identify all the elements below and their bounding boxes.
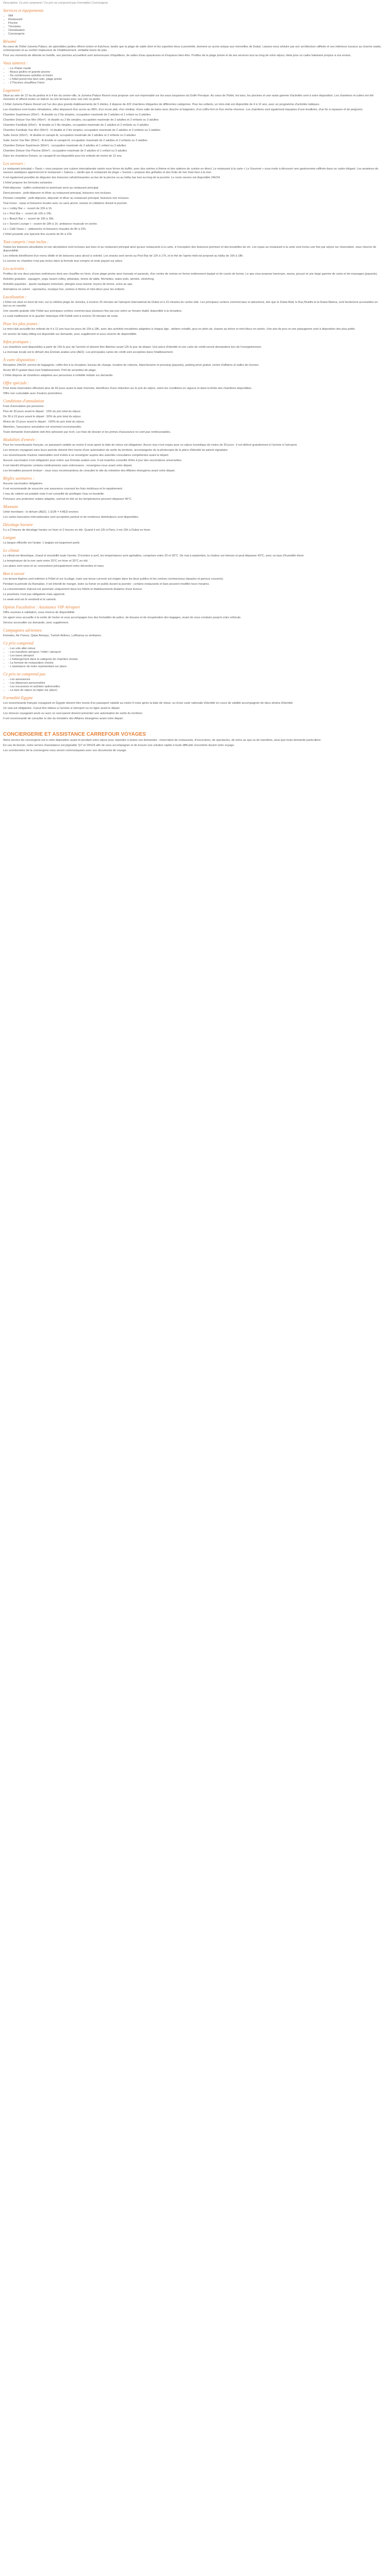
- section-title: Modalités d'entrée :: [3, 437, 37, 442]
- list-item: • - La chaise royale: [8, 67, 382, 71]
- section-list: [3, 14, 382, 36]
- section-title: Vous aimerez :: [3, 61, 28, 65]
- paragraph: Chambre Familiale Vue Mer (55m²) : lit double et 2 lits simples, occupation maximale de 2 adultes et 2 enfants ou 3 adultes: [3, 129, 160, 132]
- section: [3, 731, 382, 753]
- section-title: Résumé: [3, 39, 17, 44]
- paragraph: Il est interdit d'importer certains médicaments sans ordonnance ; renseignez-vous avant votre départ.: [3, 464, 133, 467]
- list-item: • - Les assurances: [8, 678, 382, 682]
- list-item: • - La formule de restauration choisie: [8, 662, 382, 665]
- paragraph: Chambre Deluxe Supérieure (50m²) : occupation maximale de 2 adultes et 1 enfant ou 3 adultes: [3, 144, 126, 147]
- paragraph: Le service en chambre n'est pas inclus dans la formule tout compris et reste payant sur place.: [3, 260, 123, 263]
- paragraph: Emirates, Air France, Qatar Airways, Turkish Airlines, Lufthansa ou similaires.: [3, 634, 102, 637]
- paragraph: Pension complète : petit-déjeuner, déjeuner et dîner au restaurant principal, boissons non incluses.: [3, 197, 129, 200]
- paragraph: Accès Wi-Fi gratuit dans tout l'établissement. Prêt de serviettes de plage.: [3, 369, 97, 372]
- section: [3, 437, 382, 473]
- section-title: Le climat: [3, 548, 19, 553]
- paragraph: Les tenues légères sont tolérées à l'hôtel et sur la plage, mais une tenue correcte est exigée dans les lieux publics et les centres commerciaux (épaules et genoux couverts).: [3, 578, 224, 581]
- section-title: Bon à savoir: [3, 571, 25, 576]
- list-item: • Conciergerie: [8, 32, 382, 36]
- paragraph: Offre non cumulable avec d'autres promotions.: [3, 392, 63, 395]
- paragraph: Toutes les boissons alcoolisées et non alcoolisées sont incluses aux bars et au restaurant principal ainsi qu'aux restaurants à la carte, à l'exception des boissons premium et des bouteilles de vin. Les repas au restaurant à la carte sont inclus une fois par séjour sur réservation, sous réserve de disponibilité.: [3, 246, 377, 252]
- paragraph: Il est également possible de déguster des boissons rafraîchissantes au bar de la piscine ou au lobby bar tout au long de la journée. Le room service est disponible 24h/24.: [3, 176, 221, 179]
- list-item: • - L'hôtel prend très bien soin, plage privée: [8, 78, 382, 81]
- paragraph: Activités payantes : sports nautiques motorisés, plongée sous-marine, leçons de tennis, soins au spa.: [3, 283, 133, 286]
- paragraph: Situé au sein de 12 ha de jardins et à 4 km du centre-ville, le Jumeira Palace Resort vous propose une vue imprenable sur les eaux turquoises du Golfe Persique. Au cœur de l'hôtel, les bars, les piscines et une vaste gamme d'activités sont à votre disposition. Les chambres et suites ont été rénovées et offrent toutes un balcon ou une terrasse avec vue mer ou jardin.: [3, 94, 374, 101]
- paragraph: Notre service de conciergerie est à votre disposition avant et pendant votre séjour pour répondre à toutes vos demandes : réservation de restaurants, d'excursions, de spectacles, de soins au spa ou de transferts, ainsi que toute demande particulière.: [3, 739, 322, 742]
- paragraph: La température de la mer varie entre 20°C en hiver et 33°C en été.: [3, 560, 89, 563]
- paragraph: Les ressortissants d'autres nationalités sont invités à se renseigner auprès des autorités consulaires compétentes avant le départ.: [3, 454, 169, 457]
- paragraph: Unité monétaire : le dirham (AED). 1 EUR = 4 AED environ.: [3, 511, 79, 514]
- section: [3, 88, 382, 158]
- list-item: • - Beaux jardins et grande piscine: [8, 71, 382, 74]
- section: [3, 672, 382, 692]
- paragraph: Suite Junior Vue Mer (65m²) : lit double et canapé-lit, occupation maximale de 2 adultes et 2 enfants ou 3 adultes: [3, 139, 148, 142]
- paragraph: Toute demande d'annulation doit être adressée par écrit. Les frais de dossier et les primes d'assurance ne sont pas remboursables.: [3, 431, 171, 434]
- list-item: • - Les dépenses personnelles: [8, 682, 382, 685]
- paragraph: Offre soumise à validation, sous réserve de disponibilité.: [3, 611, 75, 614]
- list-item: • - Les taxes aéroport: [8, 654, 382, 658]
- paragraph: Le climat est désertique, chaud et ensoleillé toute l'année. D'octobre à avril, les températures sont agréables, comprises entre 20 et 30°C. De mai à septembre, la chaleur est intense et peut dépasser 40°C, avec un taux d'humidité élevé.: [3, 554, 305, 557]
- paragraph: Il est recommandé de souscrire une assurance couvrant les frais médicaux et le rapatriement.: [3, 487, 123, 490]
- section: [3, 641, 382, 669]
- intro-line: Descriptive: Ce prix comprend / Ce prix ne comprend pas Formalités Conciergerie: [3, 2, 108, 5]
- section-title: Décalage horaire: [3, 522, 33, 527]
- section-list: [3, 678, 382, 692]
- paragraph: Prévoyez une protection solaire adaptée, surtout en été où les températures peuvent dépasser 40°C.: [3, 498, 133, 501]
- paragraph: En cas de besoin, notre service d'assistance est joignable 7j/7 et 24h/24 afin de vous accompagner et de trouver une solution rapide à toute difficulté rencontrée durant votre voyage.: [3, 744, 235, 747]
- paragraph: Aucune vaccination n'est obligatoire pour entrer aux Émirats arabes unis. Il est toutefois conseillé d'être à jour des vaccinations universelles.: [3, 459, 182, 462]
- paragraph: Les pluies sont rares et se concentrent principalement entre décembre et mars.: [3, 565, 105, 568]
- paragraph: Les chambres sont toutes climatisées, elles disposent d'un accès au WiFi, d'un écran plat, d'un minibar, d'une salle de bains avec douche et baignoire, d'un coffre-fort et d'un sèche-cheveux. Les chambres sont également équipées d'une bouilloire, d'un fer à repasser et de peignoirs.: [3, 108, 364, 111]
- section: [3, 240, 382, 263]
- paragraph: Pendant la période du Ramadan, il est interdit de manger, boire ou fumer en public durant la journée ; certains restaurants et bars peuvent modifier leurs horaires.: [3, 583, 210, 586]
- paragraph: Plus de 30 jours avant le départ : 10% du prix total du séjour.: [3, 410, 81, 413]
- paragraph: Profitez de nos deux piscines extérieures dont une chauffée en hiver, d'une plage privée avec transats et parasols, d'un centre de remise en forme entièrement équipé et de courts de tennis. Le spa vous propose hammam, sauna, jacuzzi et une large gamme de soins et de massages (payants).: [3, 273, 378, 276]
- section-title: Règles sanitaires :: [3, 476, 35, 481]
- list-item: • - De nombreuses activités et loisirs: [8, 74, 382, 78]
- paragraph: Attention, l'assurance annulation est vivement recommandée.: [3, 426, 82, 429]
- section-title: CONCIERGERIE ET ASSISTANCE CARREFOUR VOYAGES: [3, 732, 146, 737]
- section-title: Services et équipements: [3, 8, 44, 13]
- paragraph: Chambre Supérieure (35m²) : lit double ou 2 lits simples, occupation maximale de 2 adultes et 1 enfant ou 3 adultes: [3, 113, 151, 116]
- paragraph: L'hôtel dispose de chambres adaptées aux personnes à mobilité réduite sur demande.: [3, 374, 113, 377]
- list-item: • - Les transferts aéroport / hôtel / aéroport: [8, 651, 382, 654]
- paragraph: Pour vos moments de détente en famille, ses piscines accueillent sont amoureuses d'équilibres, de salles d'eau spacieuses et d'espaces bien-être. Profitez de la plage privée et de ses services tout au long de votre séjour, idéal pour un cadre balnéaire propice à vos envies.: [3, 54, 351, 57]
- section: [3, 321, 382, 336]
- paragraph: Au cœur de l'hôtel Jumeira Palace, de splendides jardins offrent ombre et fraîcheur, tandis que la plage de sable doré et les superbes lieux à proximité, donnent un accès unique aux merveilles de Dubaï. Laissez-vous séduire par son architecture raffinée et ses intérieurs luxueux au charme arabe, contemporain et au confort chaleureux de l'établissement, véritable havre de paix.: [3, 45, 382, 52]
- paragraph: Activités gratuites : aquagym, yoga, beach-volley, pétanque, tennis de table, fléchettes, water-polo, aérobic, stretching.: [3, 278, 155, 281]
- paragraph: Un visa est obligatoire. Il peut être obtenu à l'arrivée à l'aéroport ou en ligne avant le départ.: [3, 707, 121, 710]
- paragraph: Les enfants bénéficient d'un menu dédié et de boissons sans alcool à volonté. Les snacks sont servis au Pool Bar de 12h à 17h, et le thé de l'après-midi est proposé au lobby de 16h à 18h.: [3, 255, 244, 258]
- paragraph: Les ressortissants français voyageant en Égypte doivent être munis d'un passeport valable au moins 6 mois après la date de retour, ou d'une carte nationale d'identité en cours de validité accompagnée de deux photos d'identité.: [3, 702, 294, 705]
- paragraph: Le souk traditionnel et le quartier historique d'Al Fahidi sont à environ 20 minutes de route.: [3, 315, 119, 318]
- section: [3, 548, 382, 568]
- paragraph: Le « Café Oasis » : pâtisseries et boissons chaudes de 8h à 22h.: [3, 228, 87, 231]
- section: [3, 399, 382, 434]
- paragraph: Il est recommandé de consulter le site du ministère des Affaires étrangères avant votre départ.: [3, 717, 124, 720]
- section: [3, 381, 382, 396]
- paragraph: Chambre Deluxe Vue Piscine (50m²) : occupation maximale de 2 adultes et 1 enfant ou 3 adultes: [3, 149, 127, 152]
- list-item: • - L'hébergement dans la catégorie de chambre choisie: [8, 658, 382, 662]
- list-item: • - Les excursions et activités optionnelles: [8, 685, 382, 689]
- paragraph: Un agent vous accueille à la sortie de l'avion et vous accompagne lors des formalités de police, de douane et de récupération des bagages, avant de vous conduire jusqu'à votre véhicule.: [3, 616, 241, 619]
- section: [3, 340, 382, 354]
- paragraph: L'hôtel est situé en bord de mer, sur la célèbre plage de Jumeira, à environ 25 minutes de l'aéroport international de Dubaï et à 15 minutes du centre-ville. Les principaux centres commerciaux et attractions, tels que le Dubai Mall, le Burj Khalifa et la Dubai Marina, sont facilement accessibles en taxi ou en navette.: [3, 301, 378, 308]
- paragraph: La langue officielle est l'arabe. L'anglais est largement parlé.: [3, 541, 80, 545]
- section-title: Langue: [3, 535, 16, 540]
- paragraph: Le « Sunset Lounge » : ouvert de 18h à 1h, ambiance musicale en soirée.: [3, 223, 98, 226]
- section-list: [3, 647, 382, 669]
- paragraph: L'hôtel Jumeira Palace Resort est l'un des plus grands établissements de 5 étoiles, il dispose de 422 chambres élégantes de différentes catégories. Pour les enfants, un mini-club est disponible de 4 à 12 ans, avec un programme d'activités ludiques.: [3, 103, 320, 106]
- section-title: Logement :: [3, 88, 23, 93]
- paragraph: Les mineurs voyageant seuls ou avec un seul parent doivent présenter une autorisation de sortie du territoire.: [3, 712, 143, 715]
- section: [3, 504, 382, 519]
- section: [3, 476, 382, 501]
- paragraph: Les mineurs voyageant sans leurs parents doivent être munis d'une autorisation de sortie du territoire, accompagnée de la photocopie de la pièce d'identité du parent signataire.: [3, 449, 229, 452]
- list-item: • Piscine: [8, 22, 382, 25]
- paragraph: L'hôtel possède une épicerie fine ouverte de 9h à 22h.: [3, 233, 73, 236]
- paragraph: Petit-déjeuner : buffet continental et américain servi au restaurant principal.: [3, 187, 99, 190]
- paragraph: Le restaurant principal « Oasis » vous propose une cuisine internationale variée sous forme de buffet, avec des soirées à thème et des stations de cuisine en direct. Le restaurant à la carte « Le Gourmet » vous invite à découvrir une gastronomie raffinée dans un cadre élégant. Les amateurs de saveurs asiatiques apprécieront le restaurant « Sakura », tandis que le restaurant de plage « Sunset » propose des grillades et des fruits de mer frais face à la mer.: [3, 167, 379, 174]
- paragraph: De 30 à 15 jours avant le départ : 50% du prix total du séjour.: [3, 415, 82, 418]
- section-title: Infos pratiques :: [3, 340, 31, 344]
- section-title: Conditions d'annulation: [3, 399, 44, 403]
- list-item: • Climatisation: [8, 29, 382, 32]
- paragraph: Il y a 3 heures de décalage horaire en hiver et 2 heures en été. Quand il est 12h à Paris, il est 15h à Dubaï en hiver.: [3, 529, 151, 532]
- paragraph: Un service de baby-sitting est disponible sur demande, avec supplément et sous réserve de disponibilité.: [3, 333, 137, 336]
- section-title: Formalité Egypte: [3, 696, 33, 700]
- paragraph: La consommation d'alcool est autorisée uniquement dans les hôtels et établissements titulaires d'une licence.: [3, 588, 143, 591]
- paragraph: Le pourboire n'est pas obligatoire mais apprécié.: [3, 593, 66, 596]
- section-list: [3, 67, 382, 85]
- section-title: Localisation :: [3, 295, 27, 299]
- paragraph: Les coordonnées de la conciergerie vous seront communiquées avec vos documents de voyage.: [3, 749, 127, 752]
- paragraph: Le « Pool Bar » : ouvert de 10h à 19h.: [3, 212, 52, 215]
- section: [3, 628, 382, 638]
- section: [3, 266, 382, 292]
- section: [3, 605, 382, 625]
- paragraph: Suite Junior (65m²) : lit double et canapé-lit, occupation maximale de 2 adultes et 2 enfants ou 3 adultes: [3, 134, 136, 137]
- paragraph: Frais d'annulation par personne :: [3, 405, 45, 408]
- paragraph: Pour les ressortissants français, un passeport valable au moins 6 mois après la date de retour est obligatoire. Aucun visa n'est requis pour un séjour touristique de moins de 30 jours ; il est délivré gratuitement à l'arrivée à l'aéroport.: [3, 444, 298, 447]
- paragraph: Le « Beach Bar » : ouvert de 10h à 18h.: [3, 217, 55, 221]
- page-content: [0, 0, 385, 753]
- paragraph: Réception 24h/24, service de bagagerie, coffre-fort à la réception, bureau de change, location de voitures, blanchisserie et pressing (payants), parking privé gratuit, centre d'affaires et salles de réunion.: [3, 364, 259, 367]
- list-item: • Ténnistes: [8, 25, 382, 29]
- paragraph: Le week-end est le vendredi et le samedi.: [3, 598, 57, 601]
- section-title: Compagnies aériennes: [3, 628, 42, 633]
- section: [3, 161, 382, 236]
- paragraph: Demi-pension : petit-déjeuner et dîner au restaurant principal, boissons non incluses.: [3, 192, 112, 195]
- section-title: À votre disposition :: [3, 358, 38, 362]
- paragraph: Chambre Familiale (55m²) : lit double et 2 lits simples, occupation maximale de 2 adultes et 2 enfants ou 3 adultes: [3, 124, 149, 127]
- paragraph: Chambre Deluxe Vue Mer (45m²) : lit double ou 2 lits simples, occupation maximale de 2 adultes et 2 enfants ou 3 adultes: [3, 118, 159, 122]
- paragraph: Tout inclus : repas et boissons locales avec ou sans alcool, snacks et collations durant la journée.: [3, 202, 128, 205]
- section: [3, 535, 382, 545]
- section-title: Offre spéciale :: [3, 381, 29, 385]
- list-item: • - Les vols aller-retour: [8, 647, 382, 651]
- section: [3, 358, 382, 378]
- section: [3, 39, 382, 58]
- section: [3, 571, 382, 602]
- section: [3, 61, 382, 85]
- paragraph: La monnaie locale est le dirham des Émirats arabes unis (AED). Les principales cartes de crédit sont acceptées dans l'établissement.: [3, 351, 174, 354]
- section-title: Les saveurs :: [3, 161, 26, 166]
- list-item: • - 2 Piscines chauffées l'hiver: [8, 81, 382, 85]
- section: [3, 8, 382, 36]
- list-item: • - L'assistance de notre représentant sur place: [8, 665, 382, 669]
- section: [3, 295, 382, 318]
- section-title: Ce prix ne comprend pas: [3, 672, 46, 676]
- section-title: Option Facultative : Assistance VIP Aéroport: [3, 605, 80, 609]
- paragraph: Les formalités peuvent évoluer : nous vous recommandons de consulter le site du ministère des Affaires étrangères avant votre départ.: [3, 469, 175, 472]
- paragraph: Service accessible sur demande, avec supplément.: [3, 621, 69, 624]
- paragraph: Les cartes bancaires internationales sont acceptées partout et de nombreux distributeurs sont disponibles.: [3, 516, 139, 519]
- paragraph: L'hôtel propose les formules suivantes :: [3, 181, 54, 184]
- paragraph: Le mini-club accueille les enfants de 4 à 12 ans tous les jours de 10h à 18h, avec des activités encadrées adaptées à chaque âge : ateliers créatifs, jeux en plein air, chasse au trésor et mini-disco en soirée. Une aire de jeux et une pataugeoire sont à disposition des plus petits.: [3, 328, 356, 331]
- section: [3, 696, 382, 721]
- sections-container: [3, 8, 382, 753]
- section-title: Tout compris / tout inclus :: [3, 240, 49, 244]
- section-title: Ce prix comprend: [3, 641, 34, 646]
- paragraph: Les chambres sont disponibles à partir de 15h le jour de l'arrivée et doivent être libérées avant 12h le jour du départ. Une pièce d'identité et une carte de crédit seront demandées lors de l'enregistrement.: [3, 346, 262, 349]
- paragraph: Moins de 15 jours avant le départ : 100% du prix total du séjour.: [3, 420, 85, 423]
- paragraph: Une navette gratuite relie l'hôtel aux principaux centres commerciaux plusieurs fois par jour selon un horaire établi, disponible à la réception.: [3, 310, 183, 313]
- section-title: Pour les plus jeunes :: [3, 321, 40, 326]
- paragraph: Pour toute réservation effectuée plus de 60 jours avant la date d'arrivée, bénéficiez d'une réduction sur le prix du séjour, selon les conditions en vigueur et dans la limite des chambres disponibles.: [3, 387, 252, 390]
- section: [3, 522, 382, 532]
- list-item: • Restaurant: [8, 18, 382, 22]
- section-title: Les activités :: [3, 266, 27, 271]
- list-item: • Wifi: [8, 14, 382, 18]
- paragraph: L'eau du robinet est potable mais il est conseillé de privilégier l'eau en bouteille.: [3, 493, 105, 496]
- section-title: Monnaie: [3, 504, 19, 509]
- paragraph: Aucune vaccination obligatoire.: [3, 482, 43, 485]
- paragraph: Dans les chambres Deluxe, un canapé-lit est disponible pour les enfants de moins de 12 ans.: [3, 155, 123, 158]
- paragraph: Le « Lobby Bar » : ouvert de 10h à 1h.: [3, 207, 53, 210]
- list-item: • - La taxe de séjour (à régler sur place): [8, 689, 382, 692]
- paragraph: Animations en soirée : spectacles, musique live, soirées à thème et mini-disco pour les enfants.: [3, 288, 125, 291]
